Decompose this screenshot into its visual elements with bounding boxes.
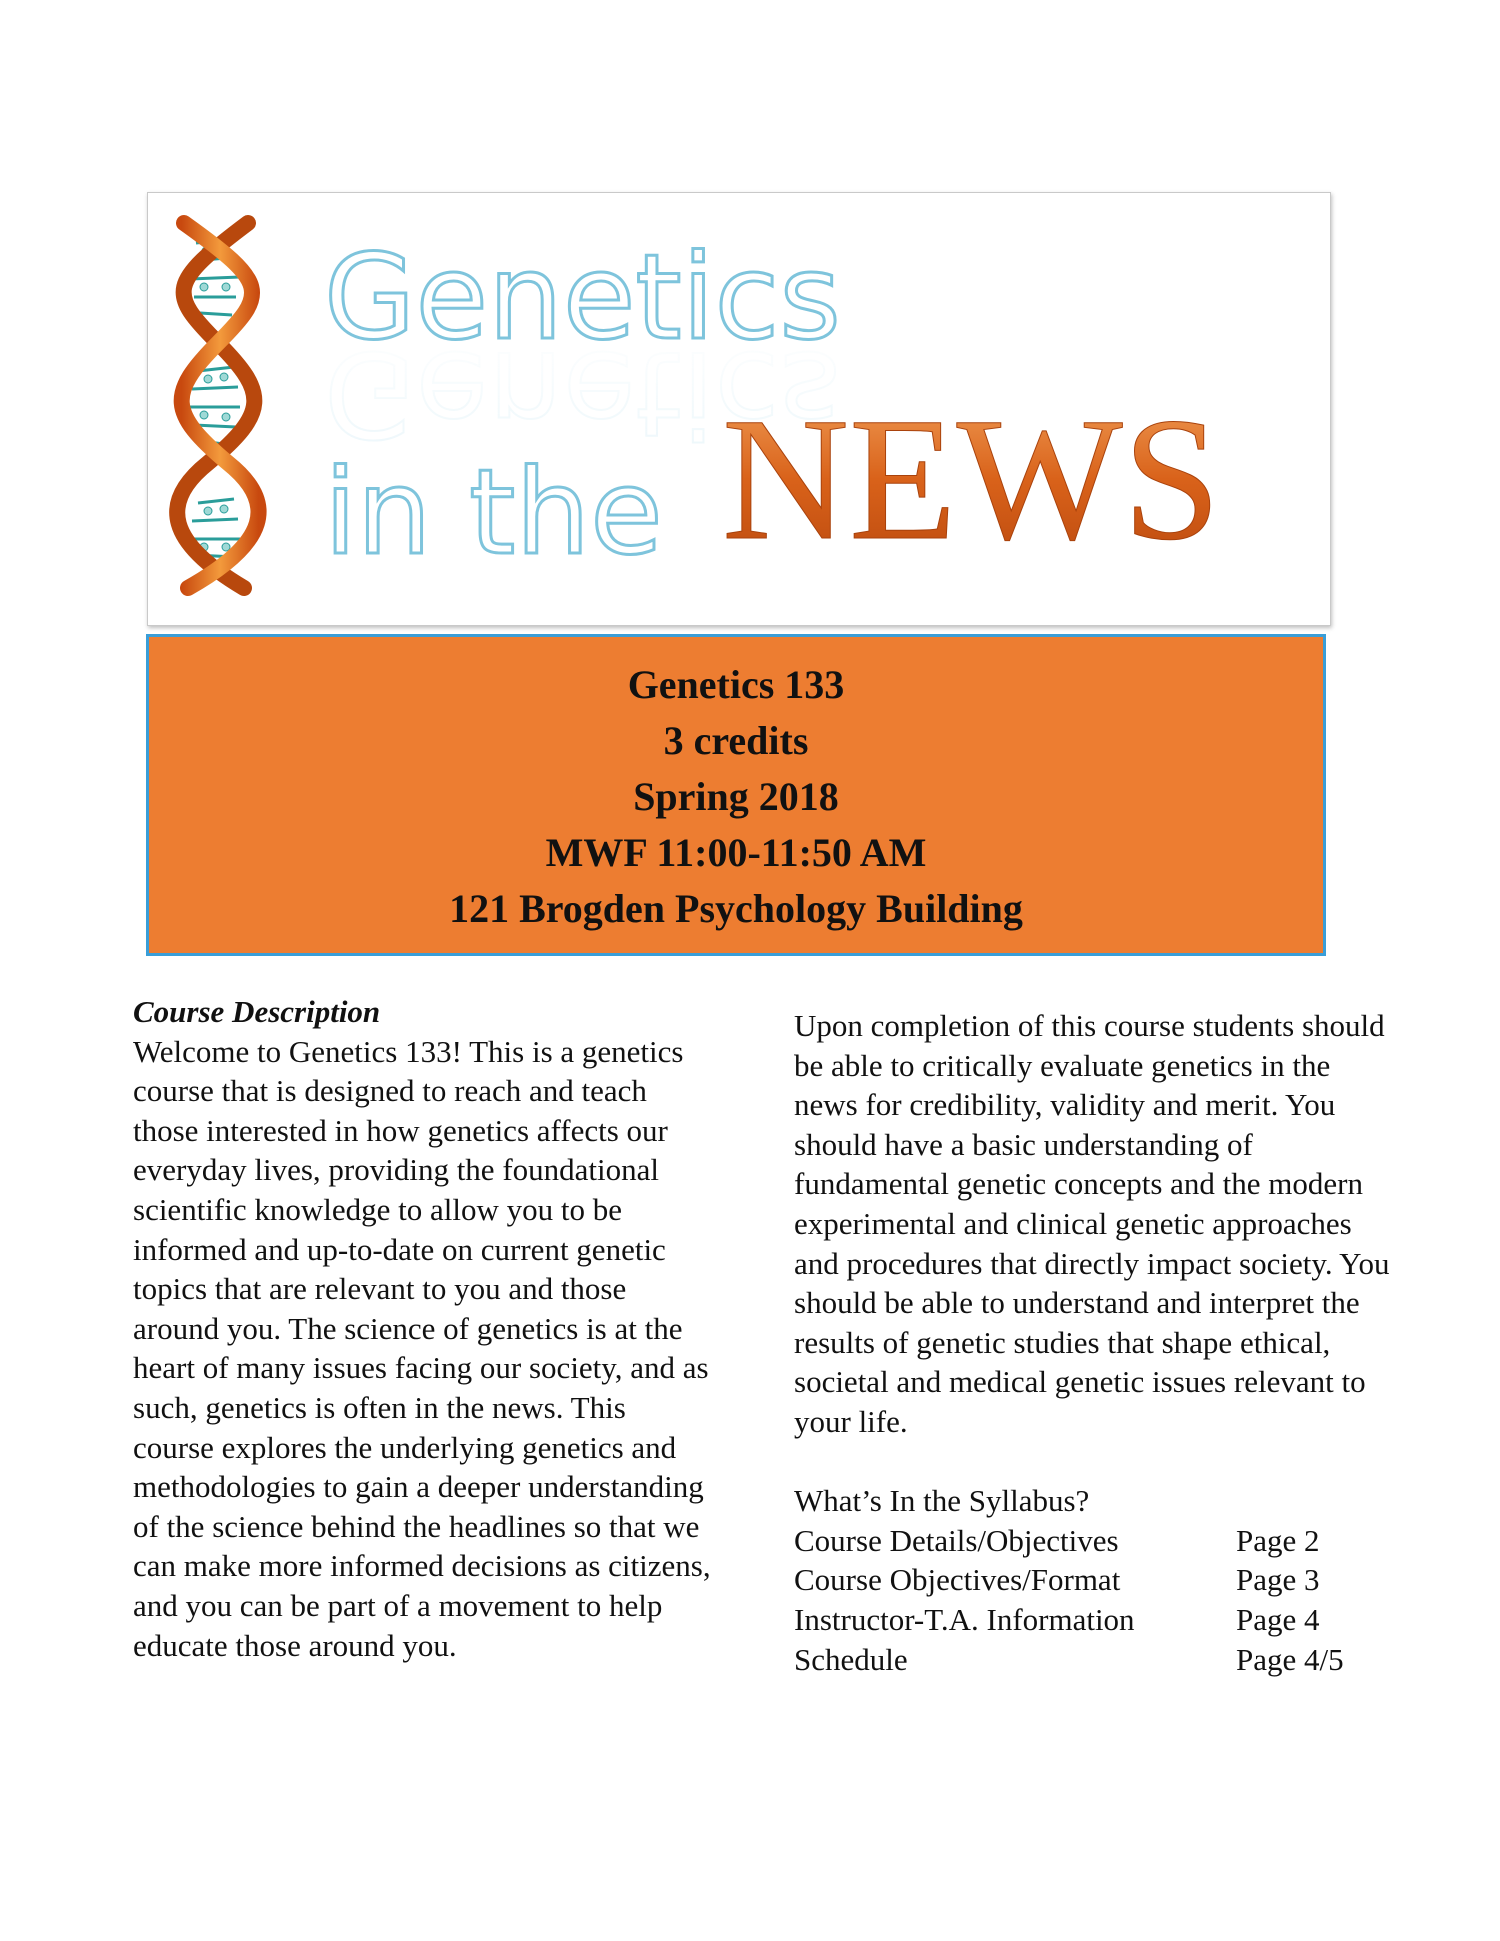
banner-genetics-reflection: Genetics [324,325,841,463]
toc-page: Page 2 [1236,1522,1320,1558]
course-credits: 3 credits [663,718,809,763]
banner-word-news: NEWS [722,382,1221,577]
course-schedule: MWF 11:00-11:50 AM [545,830,927,875]
toc-label: Course Details/Objectives [794,1522,1119,1558]
toc-label: Schedule [794,1641,908,1677]
dna-helix-icon [177,223,258,588]
course-location: 121 Brogden Psychology Building [449,886,1023,931]
banner-word-genetics: Genetics [324,228,841,366]
banner-graphic [148,193,1330,625]
toc-row [794,1640,1394,1680]
course-term: Spring 2018 [633,774,839,819]
banner-word-in-the: in the [324,443,663,581]
learning-outcomes-section [794,1006,1394,1679]
learning-outcomes-text: Upon completion of this course students should be able to critically evaluate genetics in the news for credibility, validity and merit. You should have a basic understanding of fundamental genetic concepts and the modern experimental and clinical genetic approaches and procedures that directly impact society. You should be able to understand and interpret the results of genetic studies that shape ethical, societal and medical genetic issues relevant to your life. [794,1008,1390,1439]
toc-page: Page 4/5 [1236,1641,1344,1677]
course-description-text: Welcome to Genetics 133! This is a genetics course that is designed to reach and teach those interested in how genetics affects our everyday lives, providing the foundational scientific knowledge to allow you to be informed and up-to-date on current genetic topics that are relevant to you and those around you. The science of genetics is at the heart of many issues facing our society, and as such, genetics is often in the news. This course explores the underlying genetics and methodologies to gain a deeper understanding of the science behind the headlines so that we can make more informed decisions as citizens, and you can be part of a movement to help educate those around you. [133,1033,711,1663]
genetics-in-the-news-banner [147,192,1331,626]
toc-page: Page 3 [1236,1562,1320,1598]
syllabus-contents-list [794,1521,1394,1679]
course-description-heading: Course Description [133,994,381,1029]
toc-row [794,1600,1394,1640]
toc-page: Page 4 [1236,1601,1320,1637]
toc-row [794,1560,1394,1600]
syllabus-contents-title: What’s In the Syllabus? [794,1483,1090,1519]
course-title: Genetics 133 [627,662,845,707]
toc-row [794,1521,1394,1561]
course-info-box [146,634,1326,956]
toc-label: Course Objectives/Format [794,1562,1121,1598]
toc-label: Instructor-T.A. Information [794,1601,1135,1637]
course-description-section [133,992,713,1665]
